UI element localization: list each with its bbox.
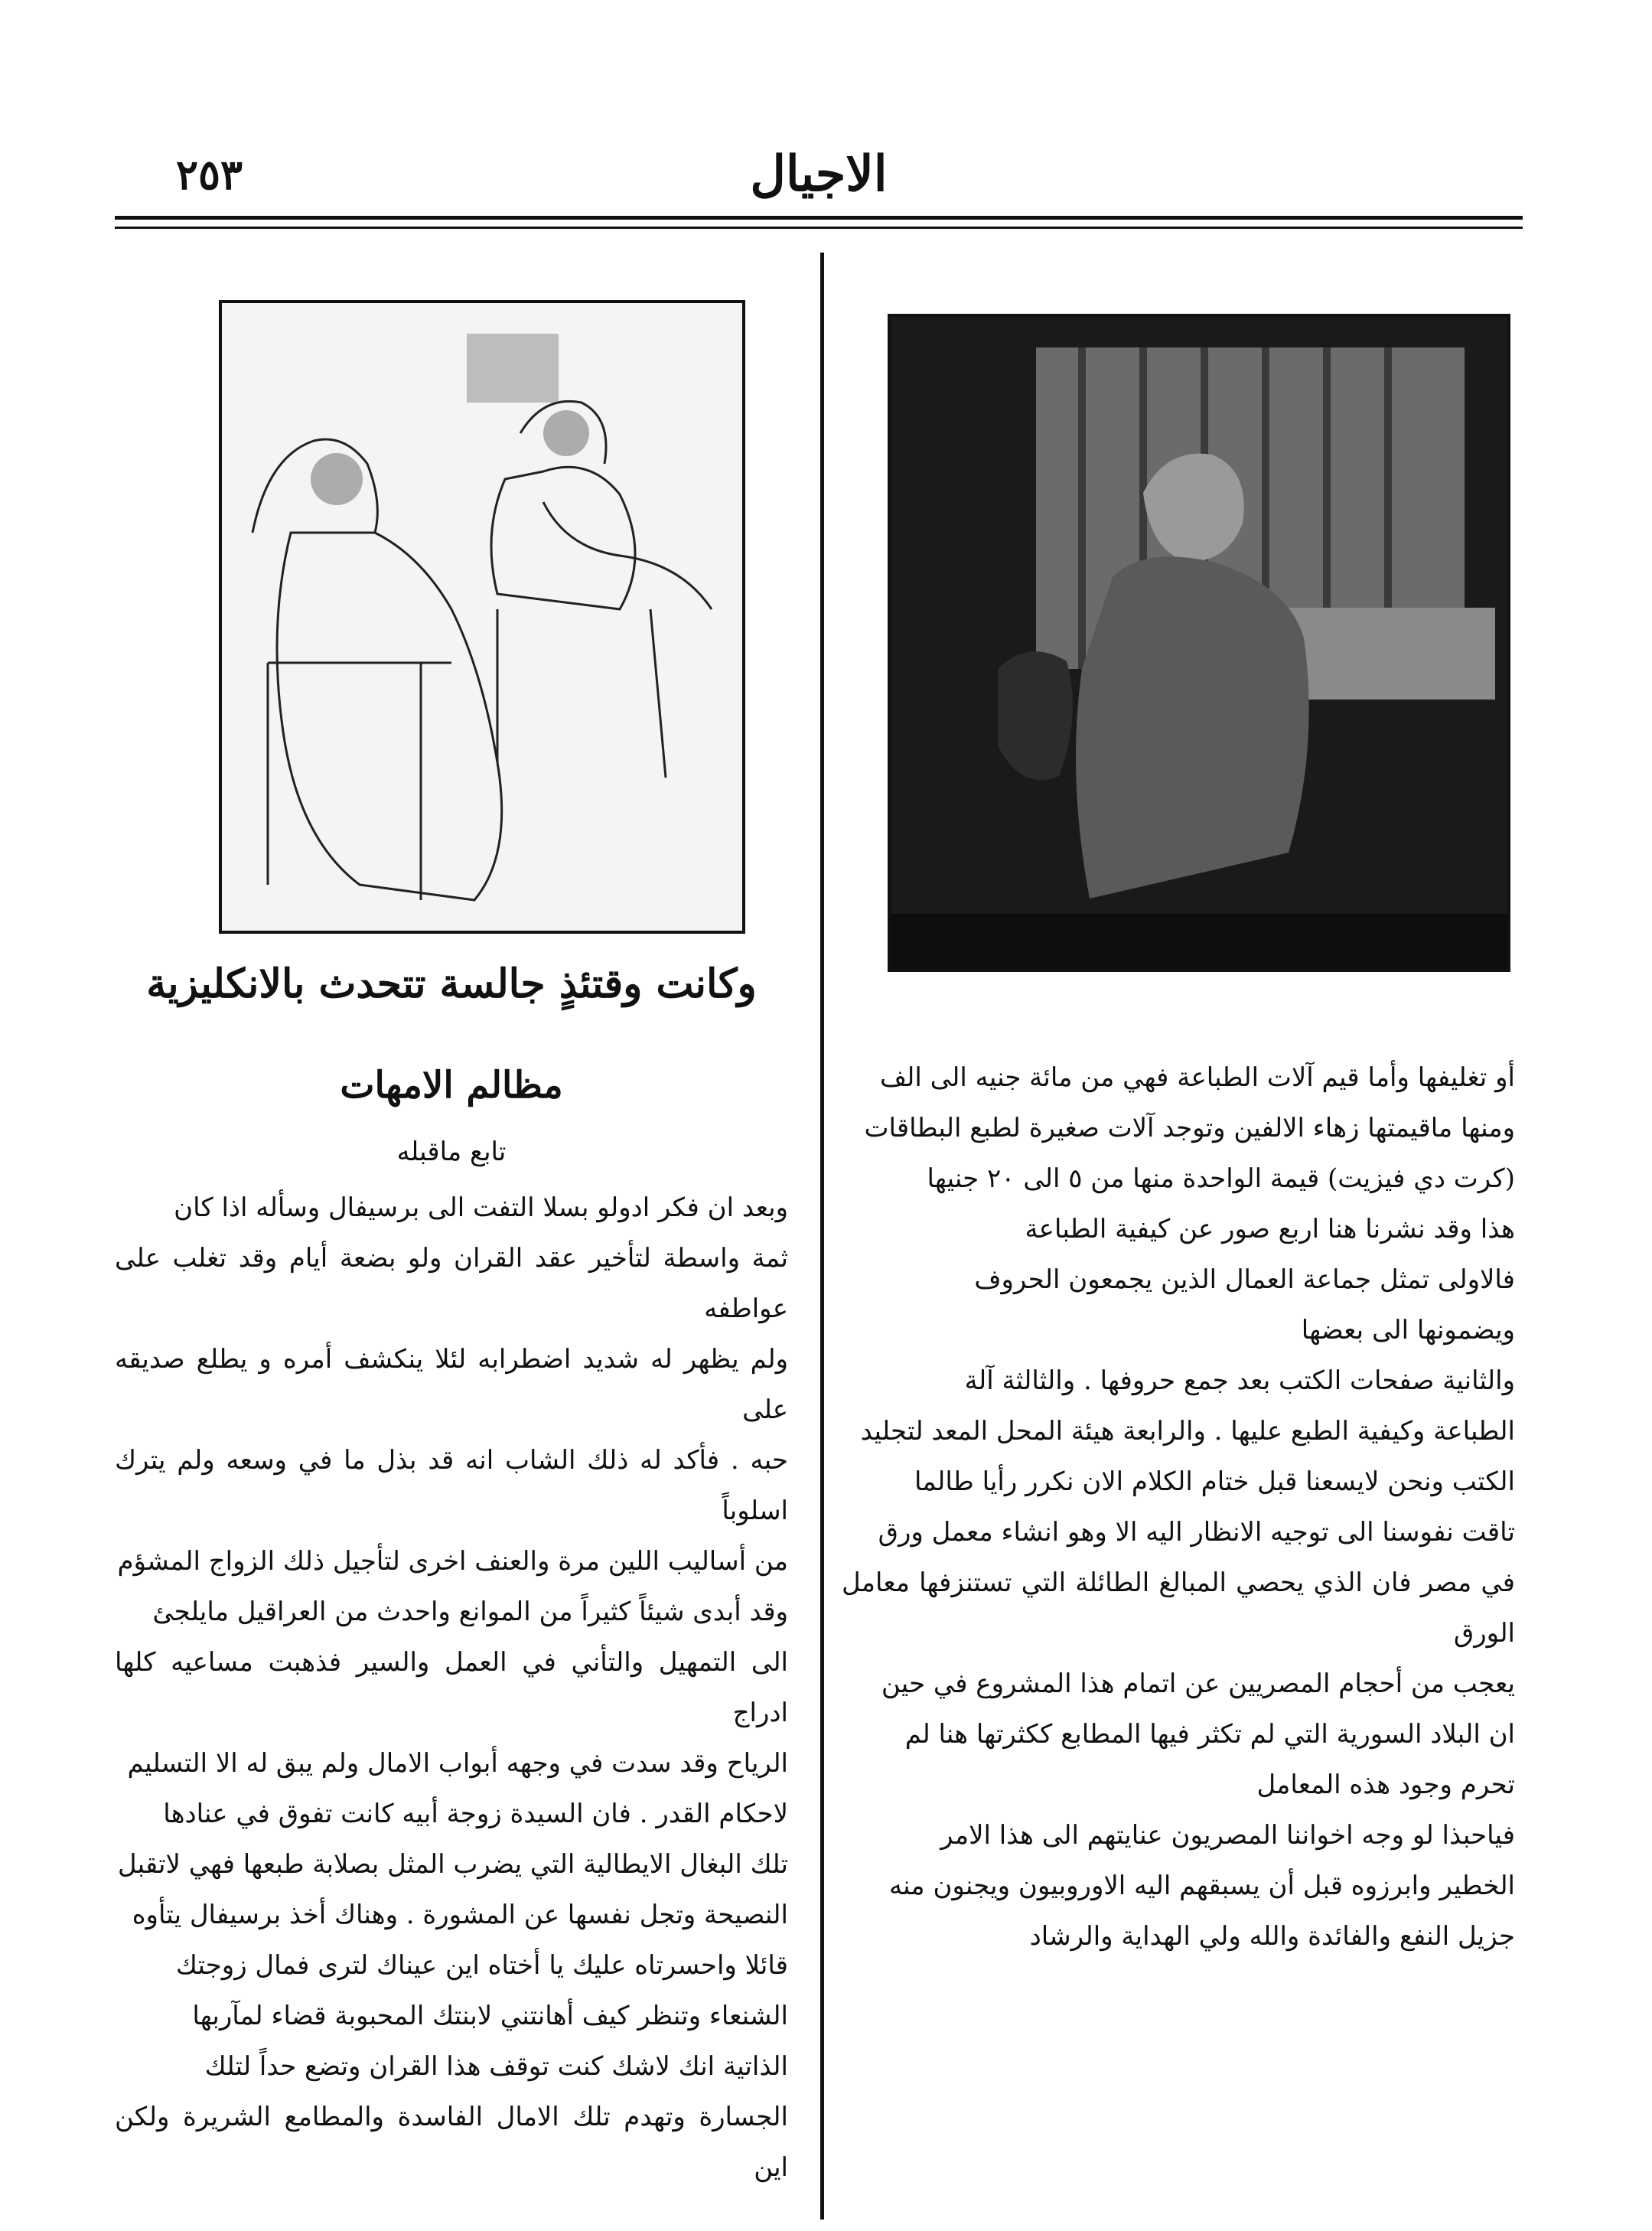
text-line: فالاولى تمثل جماعة العمال الذين يجمعون الحروف [974, 1264, 1515, 1295]
column-divider [820, 253, 824, 2220]
text-line: فياحبذا لو وجه اخواننا المصريون عنايتهم الى هذا الامر [940, 1820, 1515, 1851]
text-line: الشنعاء وتنظر كيف أهانتني لابنتك المحبوبة قضاء لمآربها [192, 2001, 788, 2031]
figure-caption: وكانت وقتئذٍ جالسة تتحدث بالانكليزية [146, 961, 757, 1007]
text-line: وقد أبدى شيئاً كثيراً من الموانع واحدث من العراقيل مايلجئ [152, 1597, 788, 1627]
text-line: الخطير وابرزوه قبل أن يسبقهم اليه الاوروبيون ويجنون منه [888, 1871, 1515, 1901]
text-line: ولم يظهر له شديد اضطرابه لئلا ينكشف أمره و يطلع صديقه على [115, 1344, 788, 1425]
page-header [115, 145, 1523, 207]
text-line: الطباعة وكيفية الطبع عليها . والرابعة هيئة المحل المعد لتجليد [860, 1416, 1515, 1447]
text-line: الرياح وقد سدت في وجهه أبواب الامال ولم يبق له الا التسليم [127, 1748, 788, 1779]
text-line: جزيل النفع والفائدة والله ولي الهداية والرشاد [1029, 1921, 1515, 1952]
right-column-text [842, 1052, 1515, 1962]
illustration-dark-interior [888, 314, 1510, 972]
article-title: مظالم الامهات [340, 1064, 563, 1107]
text-line: في مصر فان الذي يحصي المبالغ الطائلة التي تستنزفها معامل الورق [842, 1567, 1515, 1649]
text-line: لاحكام القدر . فان السيدة زوجة أبيه كانت تفوق في عنادها [163, 1799, 788, 1829]
text-line: والثانية صفحات الكتب بعد جمع حروفها . والثالثة آلة [964, 1365, 1515, 1396]
text-line: يعجب من أحجام المصريين عن اتمام هذا المشروع في حين [881, 1668, 1515, 1699]
text-line: الى التمهيل والتأني في العمل والسير فذهبت مساعيه كلها ادراج [115, 1647, 788, 1728]
text-line: النصيحة وتجل نفسها عن المشورة . وهناك أخذ برسيفال يتأوه [132, 1900, 788, 1930]
text-line: تحرم وجود هذه المعامل [1256, 1769, 1515, 1800]
text-line: ومنها ماقيمتها زهاء الالفين وتوجد آلات صغيرة لطبع البطاقات [864, 1113, 1515, 1143]
text-line: الجسارة وتهدم تلك الامال الفاسدة والمطامع الشريرة ولكن اين [115, 2102, 788, 2183]
text-line: تلك البغال الايطالية التي يضرب المثل بصلابة طبعها فهي لاتقبل [117, 1849, 788, 1880]
left-column-text [115, 1182, 788, 2193]
photo-illustration [891, 317, 1507, 969]
sketch-illustration [222, 303, 742, 931]
journal-title: الاجيال [750, 145, 888, 203]
text-line: الذاتية انك لاشك كنت توقف هذا القران وتضع حداً لتلك [204, 2051, 788, 2082]
text-line: تاقت نفوسنا الى توجيه الانظار اليه الا وهو انشاء معمل ورق [878, 1517, 1515, 1548]
header-rule [115, 216, 1523, 220]
text-line: ثمة واسطة لتأخير عقد القران ولو بضعة أيام وقد تغلب على عواطفه [115, 1243, 788, 1324]
text-line: من أساليب اللين مرة والعنف اخرى لتأجيل ذلك الزواج المشؤم [117, 1546, 788, 1577]
text-line: (كرت دي فيزيت) قيمة الواحدة منها من ٥ الى ٢٠ جنيها [927, 1163, 1515, 1194]
text-line: وبعد ان فكر ادولو بسلا التفت الى برسيفال وسأله اذا كان [174, 1192, 788, 1223]
text-line: هذا وقد نشرنا هنا اربع صور عن كيفية الطباعة [1025, 1214, 1515, 1244]
text-line: ان البلاد السورية التي لم تكثر فيها المطابع ككثرتها هنا لم [904, 1719, 1515, 1750]
header-rule-thin [115, 227, 1523, 229]
text-line: الكتب ونحن لايسعنا قبل ختام الكلام الان نكرر رأيا طالما [914, 1466, 1515, 1497]
page-number: ٢٥٣ [176, 150, 243, 199]
text-line: حبه . فأكد له ذلك الشاب انه قد بذل ما في وسعه ولم يترك اسلوباً [115, 1445, 788, 1526]
text-line: ويضمونها الى بعضها [1301, 1315, 1515, 1345]
illustration-seated-conversation [219, 300, 745, 934]
text-line: قائلا واحسرتاه عليك يا أختاه اين عيناك لترى فمال زوجتك [175, 1950, 788, 1981]
article-subtitle: تابع ماقبله [396, 1137, 507, 1167]
text-line: أو تغليفها وأما قيم آلات الطباعة فهي من مائة جنيه الى الف [879, 1062, 1515, 1093]
